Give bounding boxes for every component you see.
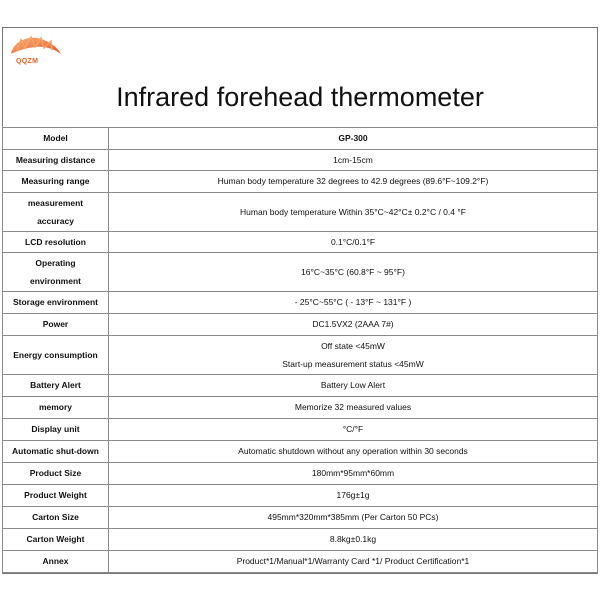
table-row: [3, 253, 598, 292]
spec-value: - 25°C~55°C ( - 13°F ~ 131°F ): [109, 292, 598, 314]
spec-value: 180mm*95mm*60mm: [109, 463, 598, 485]
spec-label: LCD resolution: [3, 232, 109, 253]
spec-label: Measuring distance: [3, 150, 109, 171]
spec-label: Power: [3, 314, 109, 336]
brand-logo-text: QQZM: [16, 58, 39, 65]
spec-label: Display unit: [3, 419, 109, 441]
spec-label: memory: [3, 397, 109, 419]
spec-value: DC1.5VX2 (2AAA 7#): [109, 314, 598, 336]
table-row: [3, 463, 598, 485]
spec-value: 0.1°C/0.1°F: [109, 232, 598, 253]
spec-value: Human body temperature Within 35°C~42°C± 0.2°C / 0.4 °F: [109, 193, 598, 232]
spec-value: 8.8kg±0.1kg: [109, 529, 598, 551]
spec-label: Measuring range: [3, 171, 109, 193]
spec-label: Annex: [3, 551, 109, 573]
spec-label: Automatic shut-down: [3, 441, 109, 463]
brand-logo: [7, 34, 63, 68]
table-row: [3, 193, 598, 232]
spec-sheet: [2, 27, 598, 574]
spec-value: °C/°F: [109, 419, 598, 441]
spec-label-line: measurement: [27, 198, 84, 208]
spec-label-line: environment: [29, 276, 81, 286]
spec-label: Product Size: [3, 463, 109, 485]
spec-label-line: Operating: [35, 258, 76, 268]
table-row: [3, 485, 598, 507]
page-title: Infrared forehead thermometer: [116, 82, 484, 112]
spec-label-line: accuracy: [37, 216, 74, 226]
table-row: [3, 375, 598, 397]
table-row: [3, 128, 598, 150]
spec-label: Battery Alert: [3, 375, 109, 397]
spec-value: Memorize 32 measured values: [109, 397, 598, 419]
spec-value-line: Start-up measurement status <45mW: [282, 359, 424, 369]
table-row: [3, 232, 598, 253]
spec-value: Human body temperature 32 degrees to 42.9 degrees (89.6°F~109.2°F): [109, 171, 598, 193]
table-row: [3, 441, 598, 463]
spec-label: Energy consumption: [3, 336, 109, 375]
table-row: [3, 551, 598, 573]
spec-value: Battery Low Alert: [109, 375, 598, 397]
spec-value: [109, 336, 598, 375]
spec-value: 1cm-15cm: [109, 150, 598, 171]
spec-label: [3, 193, 109, 232]
spec-value: Automatic shutdown without any operation within 30 seconds: [109, 441, 598, 463]
spec-label: Carton Weight: [3, 529, 109, 551]
spec-table: [2, 127, 598, 573]
spec-label: Model: [3, 128, 109, 150]
table-row: [3, 292, 598, 314]
spec-label: Storage environment: [3, 292, 109, 314]
spec-label: [3, 253, 109, 292]
table-row: [3, 336, 598, 375]
spec-value: GP-300: [109, 128, 598, 150]
spec-value: Product*1/Manual*1/Warranty Card *1/ Product Certification*1: [109, 551, 598, 573]
table-row: [3, 171, 598, 193]
spec-value: 495mm*320mm*385mm (Per Carton 50 PCs): [109, 507, 598, 529]
table-row: [3, 150, 598, 171]
spec-value: 176g±1g: [109, 485, 598, 507]
table-row: [3, 529, 598, 551]
table-row: [3, 507, 598, 529]
table-row: [3, 419, 598, 441]
table-row: [3, 397, 598, 419]
spec-value-line: Off state <45mW: [321, 341, 385, 351]
spec-value: 16°C~35°C (60.8°F ~ 95°F): [109, 253, 598, 292]
spec-label: Carton Size: [3, 507, 109, 529]
table-row: [3, 314, 598, 336]
spec-label: Product Weight: [3, 485, 109, 507]
